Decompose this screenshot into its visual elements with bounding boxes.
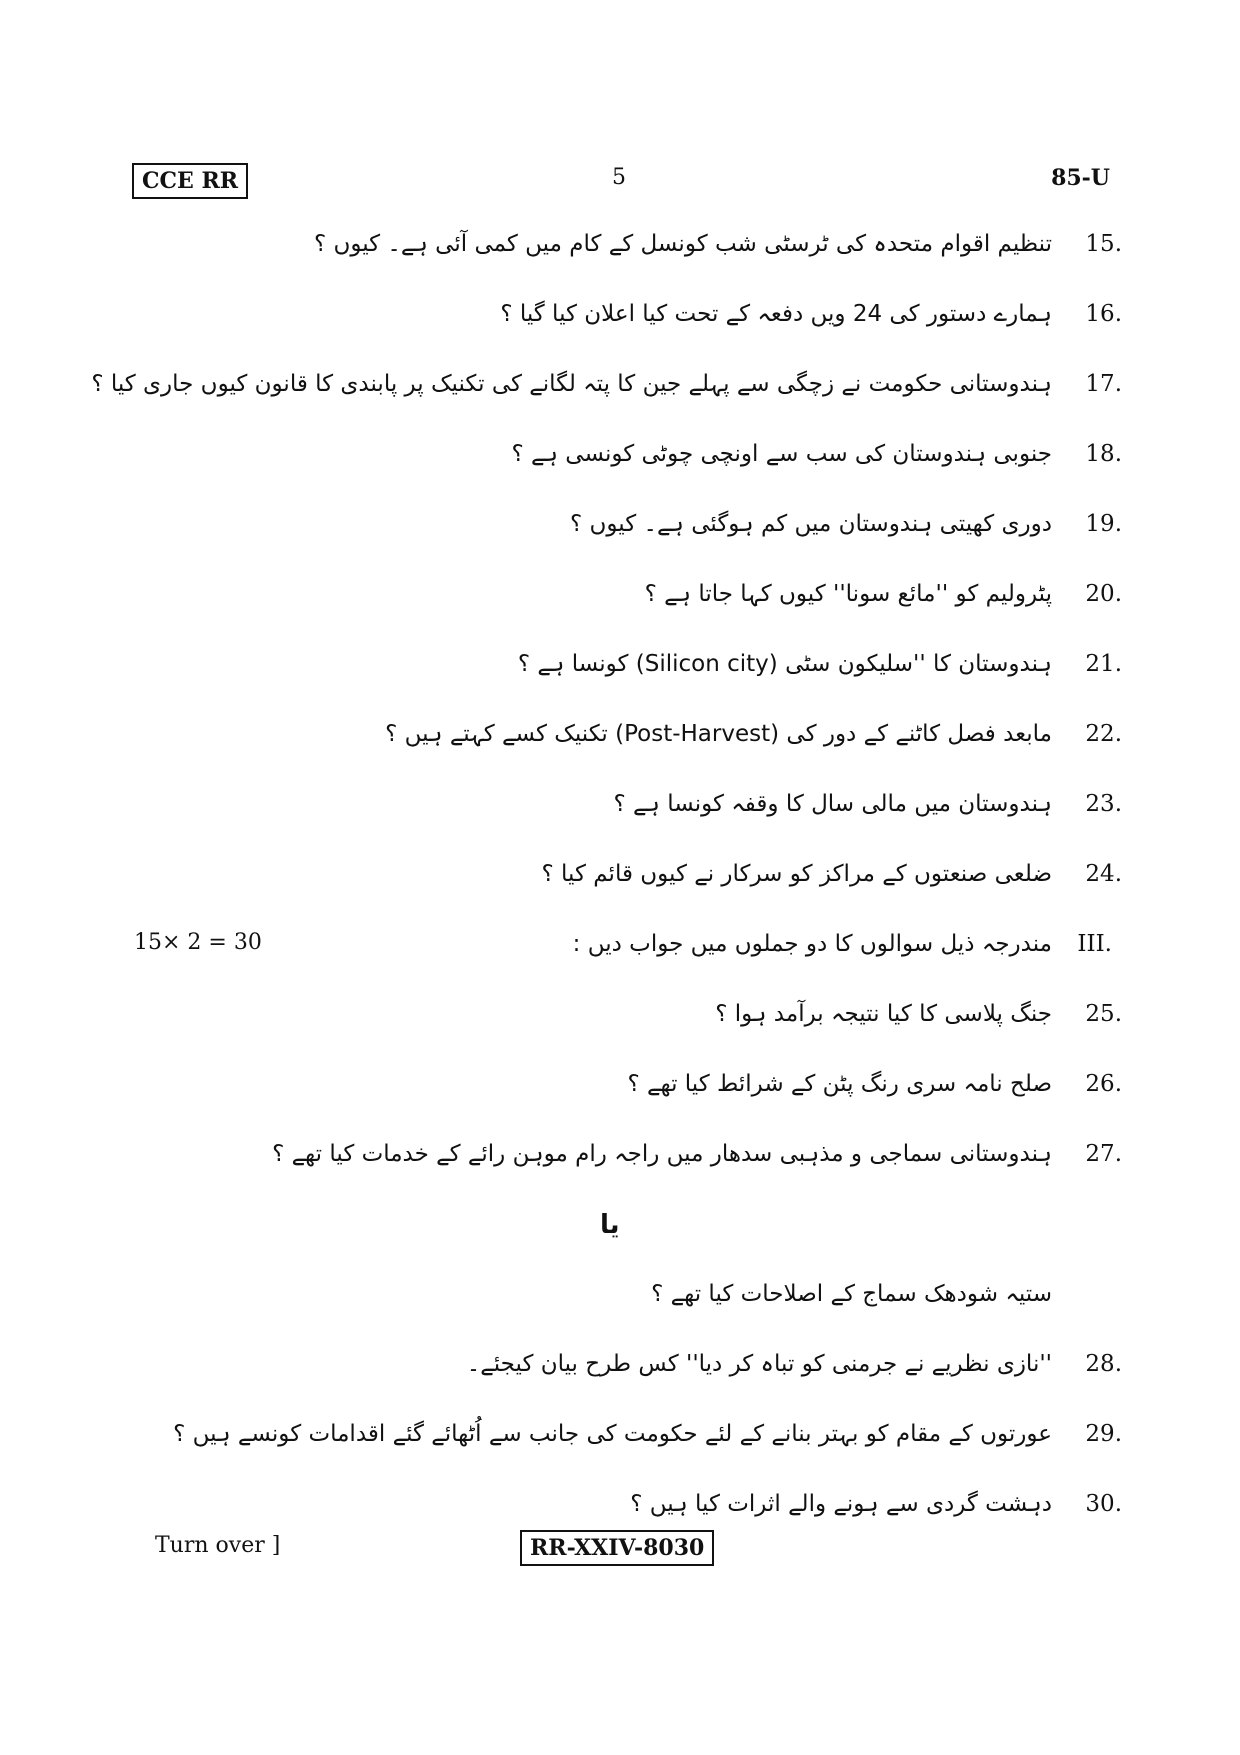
question-number: 25. bbox=[1085, 1001, 1122, 1027]
question-text: ہمارے دستور کی 24 ویں دفعہ کے تحت کیا اعلان کیا گیا ؟ bbox=[500, 301, 1052, 327]
question-number: 21. bbox=[1085, 651, 1122, 677]
question-text: جنوبی ہندوستان کی سب سے اونچی چوٹی کونسی ہے ؟ bbox=[511, 441, 1052, 467]
paper-code-right: 85-U bbox=[1051, 165, 1110, 191]
question-text: دوری کھیتی ہندوستان میں کم ہوگئی ہے۔ کیوں ؟ bbox=[569, 511, 1052, 537]
question-number: 22. bbox=[1085, 721, 1122, 747]
question-text: تنظیم اقوام متحدہ کی ٹرسٹی شب کونسل کے کام میں کمی آئی ہے۔ کیوں ؟ bbox=[313, 231, 1052, 257]
question-text: جنگ پلاسی کا کیا نتیجہ برآمد ہوا ؟ bbox=[715, 1001, 1052, 1027]
question-number: 18. bbox=[1085, 441, 1122, 467]
question-number: 15. bbox=[1085, 231, 1122, 257]
question-text: ضلعی صنعتوں کے مراکز کو سرکار نے کیوں قائم کیا ؟ bbox=[541, 861, 1052, 887]
footer-paper-code: RR-XXIV-8030 bbox=[520, 1530, 714, 1566]
question-number: 19. bbox=[1085, 511, 1122, 537]
section-instruction: مندرجہ ذیل سوالوں کا دو جملوں میں جواب دیں : bbox=[572, 931, 1052, 957]
question-text: صلح نامہ سری رنگ پٹن کے شرائط کیا تھے ؟ bbox=[627, 1071, 1052, 1097]
question-text: مابعد فصل کاٹنے کے دور کی (Post-Harvest) تکنیک کسے کہتے ہیں ؟ bbox=[385, 721, 1052, 747]
turn-over-note: Turn over ] bbox=[155, 1533, 281, 1558]
section-marks: 15× 2 = 30 bbox=[134, 930, 262, 955]
question-number: 20. bbox=[1085, 581, 1122, 607]
question-number: 30. bbox=[1085, 1491, 1122, 1517]
question-text: ہندوستانی سماجی و مذہبی سدھار میں راجہ رام موہن رائے کے خدمات کیا تھے ؟ bbox=[272, 1141, 1052, 1167]
question-text: پٹرولیم کو ''مائع سونا'' کیوں کہا جاتا ہے ؟ bbox=[644, 581, 1052, 607]
question-number: 17. bbox=[1085, 371, 1122, 397]
question-text: دہشت گردی سے ہونے والے اثرات کیا ہیں ؟ bbox=[630, 1491, 1052, 1517]
question-number: 29. bbox=[1085, 1421, 1122, 1447]
or-label: یا bbox=[600, 1210, 620, 1240]
question-number: 28. bbox=[1085, 1351, 1122, 1377]
or-question-text: ستیہ شودھک سماج کے اصلاحات کیا تھے ؟ bbox=[651, 1281, 1052, 1307]
question-number: 27. bbox=[1085, 1141, 1122, 1167]
question-text: ہندوستانی حکومت نے زچگی سے پہلے جین کا پتہ لگانے کی تکنیک پر پابندی کا قانون کیوں جاری کیا ؟ bbox=[91, 371, 1052, 397]
question-number: 26. bbox=[1085, 1071, 1122, 1097]
paper-code-left: CCE RR bbox=[132, 163, 248, 199]
question-text: ہندوستان کا ''سلیکون سٹی (Silicon city) کونسا ہے ؟ bbox=[517, 651, 1052, 677]
question-text: عورتوں کے مقام کو بہتر بنانے کے لئے حکومت کی جانب سے اُٹھائے گئے اقدامات کونسے ہیں ؟ bbox=[173, 1421, 1052, 1447]
question-number: 24. bbox=[1085, 861, 1122, 887]
question-number: 16. bbox=[1085, 301, 1122, 327]
question-number: 23. bbox=[1085, 791, 1122, 817]
question-text: ہندوستان میں مالی سال کا وقفہ کونسا ہے ؟ bbox=[613, 791, 1052, 817]
question-text: ''نازی نظریے نے جرمنی کو تباہ کر دیا'' کس طرح بیان کیجئے۔ bbox=[466, 1351, 1052, 1377]
section-number: III. bbox=[1077, 931, 1112, 957]
page-number: 5 bbox=[612, 165, 626, 190]
